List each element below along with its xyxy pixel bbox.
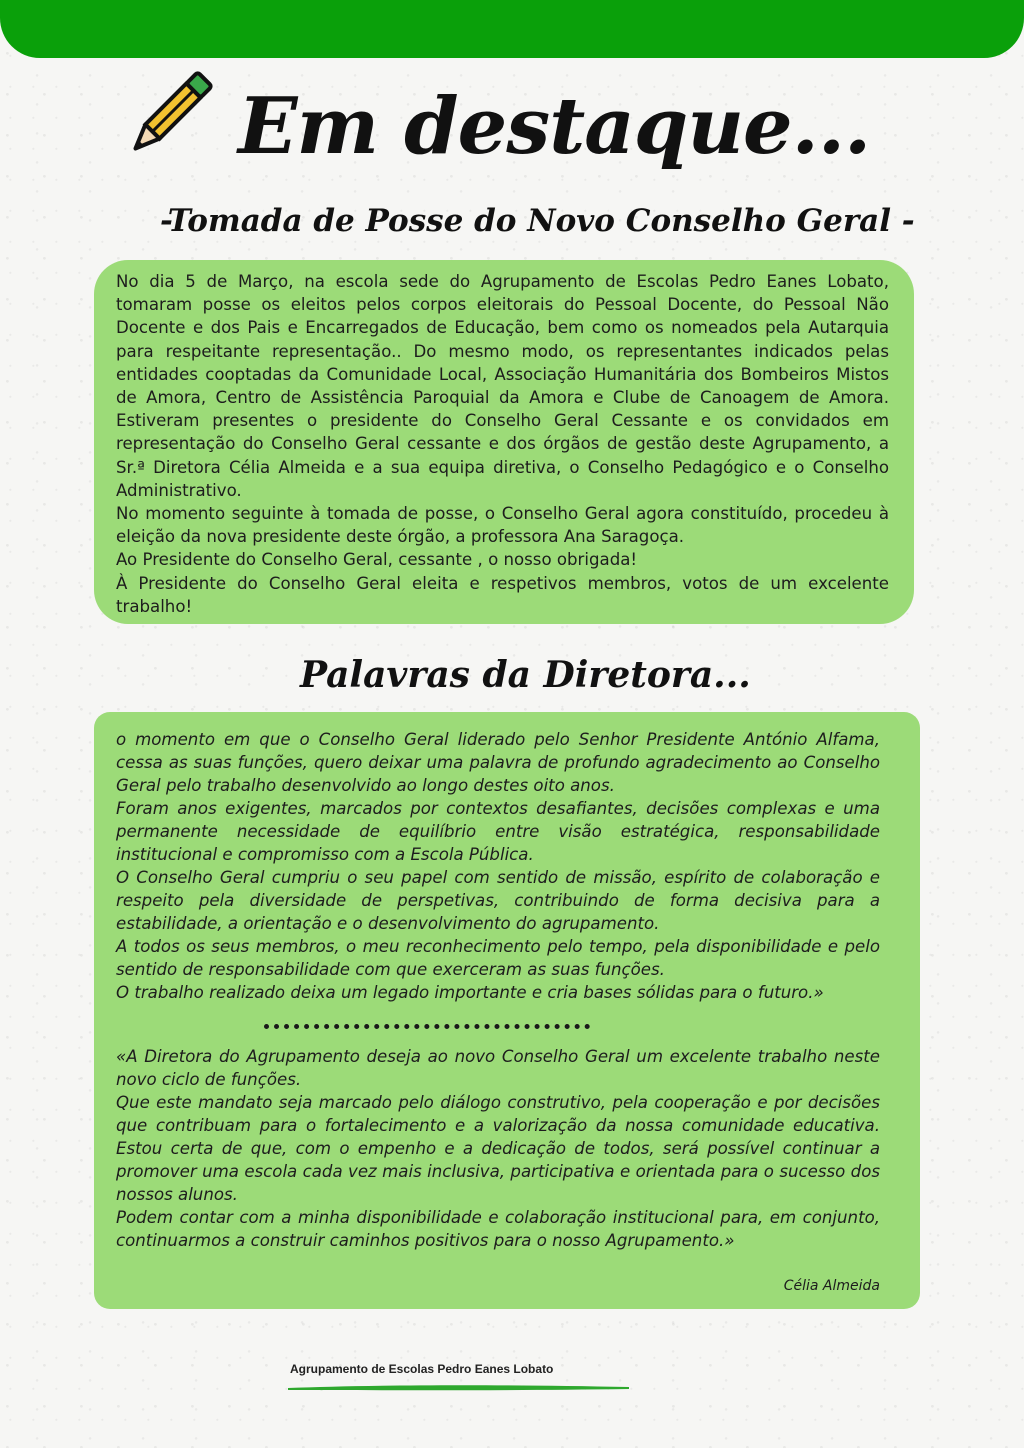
message-paragraph: Podem contar com a minha disponibilidade e colaboração institucional para, em conjunto, continuarmos a construir caminhos positivos para o nosso Agrupamento.» bbox=[116, 1208, 880, 1250]
message-paragraph: o momento em que o Conselho Geral liderado pelo Senhor Presidente António Alfama, cessa as suas funções, quero deixar uma palavra de profundo agradecimento ao Conselho Geral pelo trabalho desenvolvido ao longo destes oito anos. bbox=[116, 730, 880, 795]
article-paragraph: No dia 5 de Março, na escola sede do Agrupamento de Escolas Pedro Eanes Lobato, tomaram posse os eleitos pelos corpos eleitorais do Pessoal Docente, do Pessoal Não Docente e dos Pais e Encarregados de Educação, bem como os nomeados pela Autarquia para respeitante representação.. Do mesmo modo, os representantes indicados pelas entidades cooptadas da Comunidade Local, Associação Humanitária dos Bombeiros Mistos de Amora, Centro de Assistência Paroquial da Amora e Clube de Canoagem de Amora. Estiveram presentes o presidente do Conselho Geral Cessante e os convidados em representação do Conselho Geral cessante e dos órgãos de gestão deste Agrupamento, a Sr.ª Diretora Célia Almeida e a sua equipa diretiva, o Conselho Pedagógico e o Conselho Administrativo. bbox=[116, 272, 889, 500]
article-box bbox=[94, 260, 914, 624]
page-subtitle: -Tomada de Posse do Novo Conselho Geral - bbox=[160, 203, 915, 239]
director-message-box bbox=[94, 712, 920, 1309]
message-paragraph: A todos os seus membros, o meu reconhecimento pelo tempo, pela disponibilidade e pelo sentido de responsabilidade com que exerceram as suas funções. bbox=[116, 937, 880, 979]
message-paragraph: O Conselho Geral cumpriu o seu papel com sentido de missão, espírito de colaboração e respeito pela diversidade de perspetivas, contribuindo de forma decisiva para a estabilidade, a orientação e o desenvolvimento do agrupamento. bbox=[116, 868, 880, 933]
signature: Célia Almeida bbox=[783, 1278, 880, 1294]
message-paragraph: Foram anos exigentes, marcados por contextos desafiantes, decisões complexas e uma permanente necessidade de equilíbrio entre visão estratégica, responsabilidade institucional e compromisso com a Escola Pública. bbox=[116, 799, 880, 864]
article-paragraph: Ao Presidente do Conselho Geral, cessante , o nosso obrigada! bbox=[116, 550, 638, 570]
message-paragraph: Que este mandato seja marcado pelo diálogo construtivo, pela cooperação e por decisões que contribuam para o fortalecimento e a valorização da nossa comunidade educativa. Estou certa de que, com o empenho e a dedicação de todos, será possível continuar a promover uma escola cada vez mais inclusiva, participativa e orientada para o sucesso dos nossos alunos. bbox=[116, 1093, 880, 1204]
footer-school-name: Agrupamento de Escolas Pedro Eanes Lobato bbox=[290, 1362, 554, 1376]
director-heading: Palavras da Diretora... bbox=[300, 654, 751, 696]
message-paragraph: «A Diretora do Agrupamento deseja ao novo Conselho Geral um excelente trabalho neste novo ciclo de funções. bbox=[116, 1047, 880, 1089]
article-paragraph: No momento seguinte à tomada de posse, o Conselho Geral agora constituído, procedeu à eleição da nova presidente deste órgão, a professora Ana Saragoça. bbox=[116, 504, 889, 547]
message-paragraph: O trabalho realizado deixa um legado importante e cria bases sólidas para o futuro.» bbox=[116, 983, 824, 1002]
page-title: Em destaque... bbox=[238, 81, 871, 172]
dotted-divider bbox=[264, 1024, 590, 1029]
article-paragraph: À Presidente do Conselho Geral eleita e respetivos membros, votos de um excelente trabalho! bbox=[116, 573, 889, 616]
pencil-icon bbox=[118, 66, 218, 166]
top-banner bbox=[0, 0, 1024, 58]
footer-underline bbox=[286, 1382, 631, 1392]
